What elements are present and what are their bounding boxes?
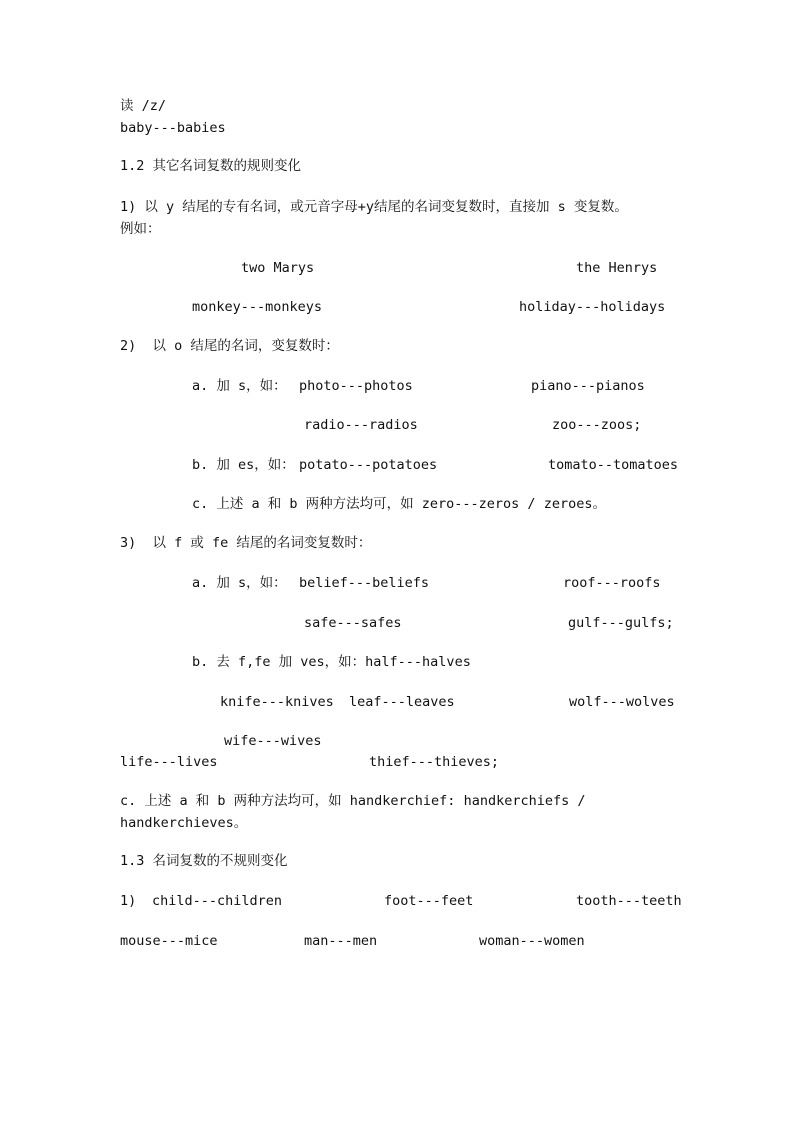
example-thief: thief---thieves; <box>369 754 500 770</box>
section-heading-1-2: 1.2 其它名词复数的规则变化 <box>120 158 302 174</box>
example-child: child---children <box>152 893 283 909</box>
example-holiday: holiday---holidays <box>519 299 666 315</box>
example-photo: photo---photos <box>299 378 413 394</box>
example-baby: baby---babies <box>120 120 226 136</box>
example-roof: roof---roofs <box>563 575 661 591</box>
example-knife: knife---knives <box>220 694 334 710</box>
example-zoo: zoo---zoos; <box>552 417 642 433</box>
example-wolf: wolf---wolves <box>569 694 675 710</box>
rule-3a-lead: a. 加 s，如： <box>192 575 287 591</box>
rule-2-text: 2) 以 o 结尾的名词，变复数时： <box>120 338 339 354</box>
example-life: life---lives <box>120 754 218 770</box>
example-belief: belief---beliefs <box>299 575 430 591</box>
example-potato: potato---potatoes <box>299 457 438 473</box>
example-foot: foot---feet <box>384 893 474 909</box>
example-man: man---men <box>304 933 378 949</box>
rule-2a-lead: a. 加 s，如： <box>192 378 287 394</box>
section-heading-1-3: 1.3 名词复数的不规则变化 <box>120 853 288 869</box>
example-piano: piano---pianos <box>531 378 645 394</box>
rule-3-text: 3) 以 f 或 fe 结尾的名词变复数时： <box>120 535 372 551</box>
example-gulf: gulf---gulfs; <box>568 615 674 631</box>
rule-3c-text-continued: handkerchieves。 <box>120 815 248 831</box>
example-tooth: tooth---teeth <box>576 893 682 909</box>
pronunciation-line: 读 /z/ <box>120 98 167 114</box>
example-tomato: tomato--tomatoes <box>548 457 679 473</box>
irregular-list-number: 1) <box>120 893 137 909</box>
example-radio: radio---radios <box>304 417 418 433</box>
rule-1-example-lead: 例如： <box>120 221 161 237</box>
rule-2b-lead: b. 加 es，如： <box>192 457 295 473</box>
rule-3c-text: c. 上述 a 和 b 两种方法均可，如 handkerchief: handkerchiefs / <box>120 793 586 809</box>
rule-3b-text: b. 去 f,fe 加 ves，如：half---halves <box>192 654 471 670</box>
rule-2c-text: c. 上述 a 和 b 两种方法均可，如 zero---zeros / zeroes。 <box>192 496 606 512</box>
example-safe: safe---safes <box>304 615 402 631</box>
example-mouse: mouse---mice <box>120 933 218 949</box>
example-wife: wife---wives <box>224 733 322 749</box>
rule-1-text: 1) 以 y 结尾的专有名词，或元音字母+y结尾的名词变复数时，直接加 s 变复数。 <box>120 199 628 215</box>
example-the-henrys: the Henrys <box>576 260 658 276</box>
example-woman: woman---women <box>479 933 585 949</box>
example-monkey: monkey---monkeys <box>192 299 323 315</box>
example-two-marys: two Marys <box>241 260 315 276</box>
example-leaf: leaf---leaves <box>349 694 455 710</box>
